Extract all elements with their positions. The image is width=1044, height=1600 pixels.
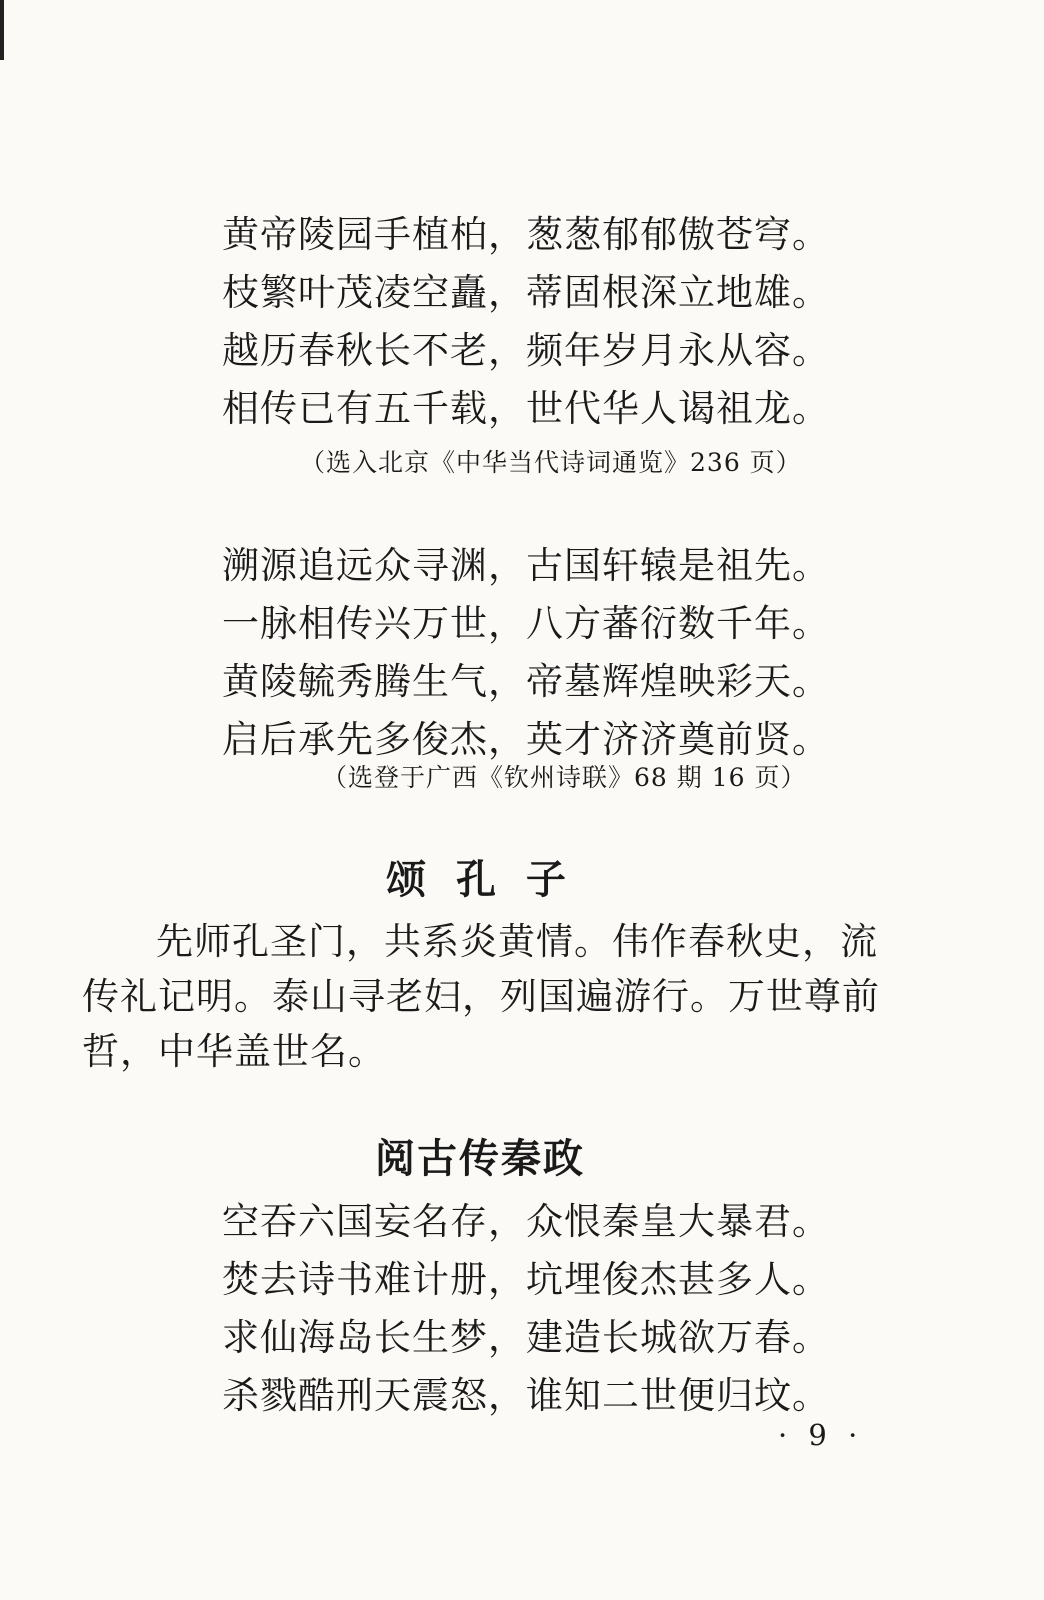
poem-line: 枝繁叶茂凌空矗，蒂固根深立地雄。 — [222, 271, 830, 314]
poem-source-citation: （选入北京《中华当代诗词通览》236 页） — [300, 448, 802, 477]
poem-xuanyuan-ancestor — [222, 537, 830, 769]
poem-line: 一脉相传兴万世，八方蕃衍数千年。 — [222, 602, 830, 645]
section-title: 阅古传秦政 — [375, 1136, 585, 1182]
prose-paragraph: 先师孔圣门，共系炎黄情。伟作春秋史，流传礼记明。泰山寻老妇，列国遍游行。万世尊前哲，中华盖世名。 — [82, 920, 880, 1073]
poem-qin-zheng — [222, 1193, 830, 1425]
page-number: · 9 · — [778, 1418, 864, 1452]
poem-line: 焚去诗书难计册，坑埋俊杰甚多人。 — [222, 1258, 830, 1301]
poem-line: 启后承先多俊杰，英才济济奠前贤。 — [222, 718, 830, 761]
poem-line: 越历春秋长不老，频年岁月永从容。 — [222, 329, 830, 372]
poem-line: 溯源追远众寻渊，古国轩辕是祖先。 — [222, 544, 830, 587]
poem-source-citation: （选登于广西《钦州诗联》68 期 16 页） — [322, 763, 807, 792]
poem-line: 求仙海岛长生梦，建造长城欲万春。 — [222, 1316, 830, 1359]
section-title: 颂 孔 子 — [386, 857, 574, 903]
poem-line: 空吞六国妄名存，众恨秦皇大暴君。 — [222, 1200, 830, 1243]
scan-edge-mark — [0, 0, 4, 60]
poem-huangdi-cypress — [222, 206, 830, 438]
poem-line: 杀戮酷刑天震怒，谁知二世便归坟。 — [222, 1374, 830, 1417]
poem-line: 相传已有五千载，世代华人谒祖龙。 — [222, 387, 830, 430]
poem-line: 黄帝陵园手植柏，葱葱郁郁傲苍穹。 — [222, 213, 830, 256]
poem-line: 黄陵毓秀腾生气，帝墓辉煌映彩天。 — [222, 660, 830, 703]
